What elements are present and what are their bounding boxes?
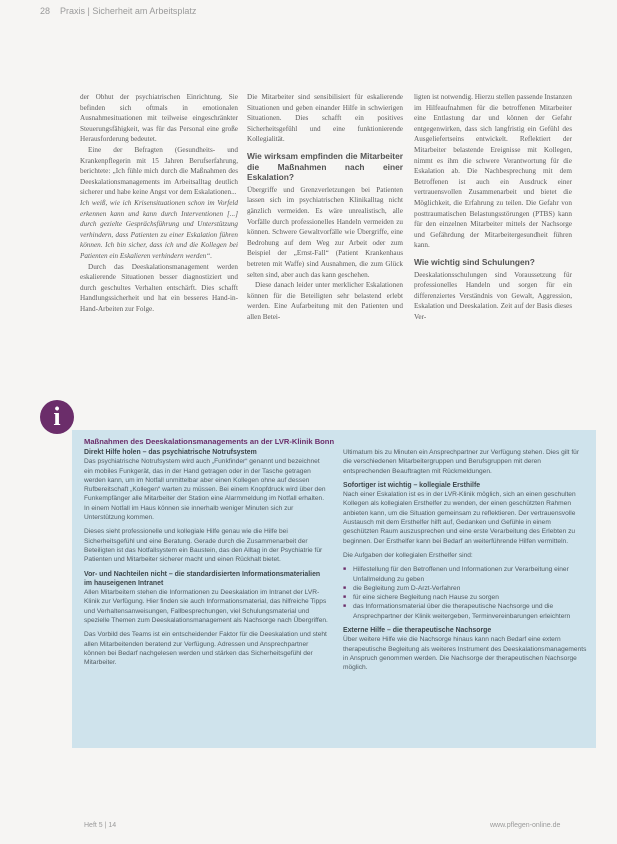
info-subheading: Sofortiger ist wichtig – kollegiale Ersthilfe <box>343 481 481 489</box>
info-box-column-left <box>84 448 330 673</box>
text-column-1 <box>80 92 238 314</box>
page-number: 28 <box>40 6 51 16</box>
paragraph: der Obhut der psychiatrischen Einrichtung. Sie befinden sich oftmals in emotionalen Ausnahmesituationen mit teilweise eingeschränkter Steuerungsfähigkeit, was für das Personal eine große Herausforderung bedeutet. <box>80 93 238 144</box>
info-box-title: Maßnahmen des Deeskalationsmanagements an der LVR-Klinik Bonn <box>84 437 335 446</box>
info-paragraph: Dieses sieht professionelle und kollegiale Hilfe genau wie die Hilfe bei Sicherheitsgefühl und eine Beratung. Gerade durch die Zusammenarbeit der Beteiligten ist das Notfallsystem ein Baustein, das den Alltag in der Psychiatrie für Patienten und Mitarbeiter sicherer macht und einen Rückhalt bietet. <box>84 528 323 564</box>
text-column-3 <box>414 92 572 322</box>
info-paragraph: Allen Mitarbeitern stehen die Informationen zu Deeskalation im Intranet der LVR-Klinik zur Verfügung. Hier finden sie auch Informationsmaterial, das hilfreiche Tipps und Verhaltensanweisungen, Fallbesprechungen, viel Schulungsmaterial und spezielle Themen zum Deeskalationsmanagement als Nachsorge nach Übergriffen. <box>84 589 328 625</box>
footer-issue: Heft 5 | 14 <box>84 822 117 829</box>
info-paragraph: Ultimatum bis zu Minuten ein Ansprechpartner zur Verfügung stehen. Dies gilt für die verschiedenen Mitarbeitergruppen und Berufsgruppen mit deren entsprechenden Beauftragten mit Rückmeldungen. <box>343 449 580 475</box>
paragraph: Durch das Deeskalationsmanagement werden eskalierende Situationen besser diagnostiziert und durch geschultes Verhalten entschärft. Dies schafft Handlungssicherheit und hat ein besseres Hand-in-Hand-Arbeiten zur Folge. <box>80 262 238 313</box>
section-heading: Wie wichtig sind Schulungen? <box>414 256 535 267</box>
info-paragraph: Nach einer Eskalation ist es in der LVR-Klinik möglich, sich an einen geschulten Kollegen als kollegialen Ersthelfer zu wenden, der einen geschützten Rahmen anbieten kann, um die Situation gemeinsam zu reflektieren. Der vertrauensvolle Austausch mit dem Ersthelfer hilft auf, Gedanken und Gefühle in einem geschützten Raum auszusprechen und eine erste Verarbeitung des Erlebten zu beginnen. Der Ersthelfer kann bei Bedarf an weiterführende Hilfen vermitteln. <box>343 491 576 545</box>
task-list <box>343 565 587 621</box>
info-paragraph: Das Vorbild des Teams ist ein entscheidender Faktor für die Deeskalation und steht allen Mitarbeitenden beratend zur Verfügung. Adressen und Ansprechpartner können bei Bedarf nachgelesen werden und stärken das Sicherheitsgefühl der Mitarbeiter. <box>84 631 327 667</box>
info-subheading: Direkt Hilfe holen – das psychiatrische Notrufsystem <box>84 449 257 456</box>
info-paragraph: Das psychiatrische Notrufsystem wird auch „Funkfinder“ genannt und bezeichnet ein mobiles Funkgerät, das in der Hand getragen oder in der Tasche getragen werden kann, um im Notfall unmittelbar aber einen Kollegen ohne auf dessen Rufbereitschaft „Kollegen“ warten zu müssen. Bei einem Knopfdruck wird über den Funkempfänger alle Mitarbeiter der Station eine Alarmmeldung im Notfall erhalten. In einem Notfall im Haus können sie innerhalb weniger Minuten sich zur Unterstützung kommen. <box>84 458 326 522</box>
info-icon: i <box>40 400 74 434</box>
paragraph: Deeskalationsschulungen sind Voraussetzung für professionelles Handeln und sorgen für ein differenziertes Verständnis von Gewalt, Aggression, Eskalation und Deeskalation. Zeit auf der Basis dieses Ver- <box>414 270 572 321</box>
list-item: ■ für eine sichere Begleitung nach Hause zu sorgen <box>353 593 587 602</box>
info-box-column-right <box>343 448 587 678</box>
paragraph: Die Mitarbeiter sind sensibilisiert für eskalierende Situationen und geben einander Hilfe in schwierigen Situationen. Dies schafft ein positives Sicherheitsgefühl und eine funktionierende Kollegialität. <box>247 93 403 144</box>
footer-url[interactable]: www.pflegen-online.de <box>490 822 561 829</box>
list-item: ■ das Informationsmaterial über die therapeutische Nachsorge und die Ansprechpartner der Klinik weitergeben, Terminvereinbarungen erleichtern <box>353 602 587 621</box>
info-subheading: Externe Hilfe – die therapeutische Nachsorge <box>343 627 492 635</box>
paragraph: Übergriffe und Grenzverletzungen bei Patienten lassen sich im psychiatrischen Klinikalltag nicht gänzlich vermeiden. Es wäre unrealistisch, alle Vorfälle durch professionelles Handeln vermeiden zu können. Schwere Gewaltvorfälle wie Übergriffe, eine Bedrohung auf dem Weg zur Arbeit oder zum Beispiel der „Ernst-Fall“ (Patient Krankenhaus betreten mit Waffe) sind Ausnahmen, die zum Glück selten sind, aber auch das kann geschehen. <box>247 185 403 279</box>
list-item: ■ die Begleitung zum D-Arzt-Verfahren <box>353 584 587 593</box>
info-subheading: Vor- und Nachteilen nicht – die standardisierten Informationsmaterialien im hauseigenen Intranet <box>84 570 321 587</box>
section-heading: Wie wirksam empfinden die Mitarbeiter die Maßnahmen nach einer Eskalation? <box>247 150 403 183</box>
paragraph: Diese danach leider unter merklicher Eskalationen können für die Beteiligten sehr belastend erlebt werden. Eine Aufarbeitung mit den Patienten und allen Betei- <box>247 281 403 321</box>
quote-paragraph <box>80 198 238 262</box>
list-item: ■ Hilfestellung für den Betroffenen und Informationen zur Verarbeitung einer Unfallmeldung zu geben <box>353 565 587 584</box>
info-paragraph: Über weitere Hilfe wie die Nachsorge hinaus kann nach Bedarf eine extern therapeutische Begleitung als weiteres Instrument des Deeskalationsmanagements in Anspruch genommen werden. Die Nachsorge der therapeutischen Nachsorge möglich. <box>343 636 587 672</box>
quote-text: Ich weiß, wie ich Krisensituationen schon im Vorfeld erkennen kann und kann durch Interventionen [...] durch gezielte Gesprächsführung und Unterstützung verhindern, dass Patienten zu einer Eskalation führen können. Ich bin sicher, dass ich und die Kollegen bei Patienten ein Eskalieren verhindern werden“. <box>80 198 238 260</box>
paragraph: Eine der Befragten (Gesundheits- und Krankenpflegerin mit 15 Jahren Berufserfahrung, berichtete: „Ich fühle mich durch die Maßnahmen des Deeskalationsmanagements im Arbeitsalltag deutlich sicherer und habe keine Angst vor dem Eskalationen... <box>80 145 238 197</box>
running-head: Praxis | Sicherheit am Arbeitsplatz <box>60 6 197 16</box>
info-paragraph: Die Aufgaben der kollegialen Ersthelfer sind: <box>343 551 473 559</box>
text-column-2 <box>247 92 403 322</box>
paragraph: ligten ist notwendig. Hierzu stellen passende Instanzen im Hilfeaufnahmen für die betroffenen Mitarbeiter eine Entlastung dar und können der Gefahr entgegenwirken, dass sich langfristig ein Gefühl des Ausgeliefertseins entwickelt. Reflektiert der Mitarbeiter belastende Ereignisse mit Kollegen, nimmt es ihm die schwere Verantwortung für die Eskalation ab. Die Nachbesprechung mit dem Betroffenen ist auch ein Ausdruck einer vertrauensvollen Zusammenarbeit und bietet die Möglichkeit, die Erfahrung zu teilen. Die Gefahr von posttraumatischen Belastungsstörungen (PTBS) kann für den einzelnen Mitarbeiter mittels der Nachsorge und Gefährdung der Mitarbeitergesundheit führen kann. <box>414 93 572 250</box>
